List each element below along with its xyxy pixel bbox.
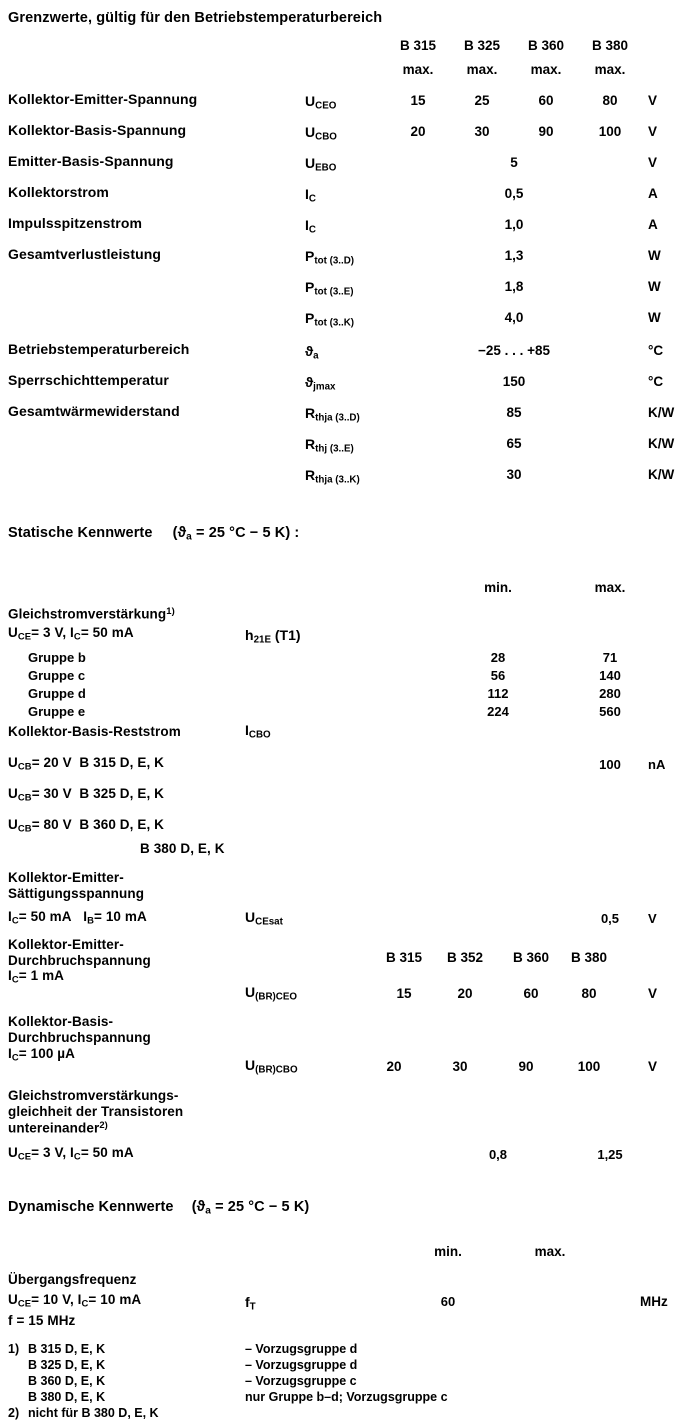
bvcbo-value: 100 bbox=[577, 1059, 601, 1074]
limits-value-centered: 1,0 bbox=[504, 217, 524, 232]
footnote-marker-2: 2) bbox=[8, 1406, 20, 1420]
icbo-value: 100 bbox=[599, 757, 621, 772]
limits-row-label: Emitter-Basis-Spannung bbox=[8, 153, 174, 169]
bvceo-type-header: B 380 bbox=[570, 950, 608, 965]
hfe-group-max: 71 bbox=[602, 650, 618, 665]
limits-unit: K/W bbox=[648, 467, 675, 482]
limits-row-label: Gesamtverlustleistung bbox=[8, 246, 162, 262]
limits-row-symbol bbox=[305, 467, 360, 485]
symbol-base: R bbox=[305, 405, 316, 421]
symbol-base: P bbox=[305, 310, 315, 326]
limits-row-symbol bbox=[305, 279, 354, 297]
limits-max-header-1: max. bbox=[402, 62, 434, 77]
dynamic-section-title bbox=[8, 1199, 309, 1217]
limits-unit: W bbox=[648, 310, 661, 325]
footnote-2-text: nicht für B 380 D, E, K bbox=[28, 1406, 159, 1420]
limits-unit: V bbox=[648, 124, 658, 139]
limits-row-symbol bbox=[305, 186, 316, 204]
symbol-base: R bbox=[305, 436, 316, 452]
icbo-condition: $U_{CB}= 20$ V B 315 D, E, K bbox=[8, 755, 165, 773]
footnote-left-line: B 360 D, E, K bbox=[28, 1374, 106, 1388]
ft-condition: $U_{CE}= 10$ V, $I_C= 10$ mA bbox=[8, 1292, 142, 1310]
bvceo-value: 80 bbox=[581, 986, 597, 1001]
symbol-base: U bbox=[305, 124, 316, 140]
limits-row-symbol bbox=[305, 310, 354, 328]
bvceo-type-header: B 360 bbox=[512, 950, 550, 965]
static-max-header: max. bbox=[594, 580, 626, 595]
hfe-group-label: Gruppe e bbox=[28, 704, 86, 719]
hfe-group-min: 56 bbox=[490, 668, 506, 683]
limits-value-centered: 5 bbox=[510, 155, 518, 170]
limits-value-centered: 1,3 bbox=[504, 248, 524, 263]
limits-row-label: Gesamtwärmewiderstand bbox=[8, 403, 180, 419]
hfe-match-label-3: untereinander$^{2)}$ bbox=[8, 1120, 108, 1136]
limits-unit: K/W bbox=[648, 405, 675, 420]
ucesat-condition: $I_C= 50$ mA $I_B= 10$ mA bbox=[8, 909, 147, 927]
hfe-group-min: 112 bbox=[487, 686, 509, 701]
footnote-right-line: – Vorzugsgruppe d bbox=[245, 1342, 358, 1356]
footnote-marker-1: 1) bbox=[8, 1342, 20, 1356]
limits-value-centered: 30 bbox=[506, 467, 522, 482]
bvcbo-label-2: Durchbruchspannung bbox=[8, 1030, 151, 1045]
bvceo-value: 20 bbox=[457, 986, 473, 1001]
dynamic-title-condition: ($ϑ_a = 25$ °C − 5 K) bbox=[191, 1199, 310, 1217]
symbol-base: P bbox=[305, 279, 315, 295]
limits-value: 90 bbox=[538, 124, 554, 139]
limits-max-header-3: max. bbox=[530, 62, 562, 77]
limits-value-centered: 150 bbox=[502, 374, 526, 389]
bvcbo-value: 30 bbox=[452, 1059, 468, 1074]
symbol-sub: thja (3..D) bbox=[315, 412, 360, 424]
ucesat-label-1: Kollektor-Emitter- bbox=[8, 870, 124, 885]
limits-unit: V bbox=[648, 155, 658, 170]
limits-unit: A bbox=[648, 217, 658, 232]
bvcbo-condition: $I_C= 100$ µA bbox=[8, 1046, 76, 1064]
hfe-group-label: Gruppe d bbox=[28, 686, 86, 701]
icbo-symbol: $I_{CBO}$ bbox=[245, 722, 271, 741]
symbol-base: I bbox=[305, 217, 309, 233]
symbol-sub: thj (3..E) bbox=[315, 443, 354, 455]
limits-value-centered: 1,8 bbox=[504, 279, 524, 294]
bvcbo-value: 90 bbox=[518, 1059, 534, 1074]
hfe-label: Gleichstromverstärkung$^{1)}$ bbox=[8, 606, 175, 622]
bvceo-type-header: B 352 bbox=[446, 950, 484, 965]
limits-section-title: Grenzwerte, gültig für den Betriebstemperaturbereich bbox=[8, 10, 383, 26]
limits-row-symbol bbox=[305, 155, 336, 173]
symbol-base: I bbox=[305, 186, 309, 202]
bvceo-symbol: $U_{(BR)CEO}$ bbox=[245, 984, 298, 1003]
limits-type-header-4: B 380 bbox=[591, 38, 629, 53]
limits-type-header-1: B 315 bbox=[399, 38, 437, 53]
hfe-match-label-2: gleichheit der Transistoren bbox=[8, 1104, 184, 1119]
hfe-match-min: 0,8 bbox=[488, 1147, 508, 1162]
hfe-condition: $U_{CE}= 3$ V, $I_C= 50$ mA bbox=[8, 625, 134, 643]
hfe-match-condition: $U_{CE}= 3$ V, $I_C= 50$ mA bbox=[8, 1145, 134, 1163]
bvcbo-unit: V bbox=[648, 1059, 658, 1074]
limits-row-symbol bbox=[305, 343, 319, 361]
limits-value-centered: 0,5 bbox=[504, 186, 524, 201]
limits-row-symbol bbox=[305, 405, 360, 423]
symbol-base: P bbox=[305, 248, 315, 264]
limits-value-centered: −25 . . . +85 bbox=[477, 343, 551, 358]
symbol-sub: a bbox=[313, 350, 319, 362]
icbo-condition: $U_{CB}= 30$ V B 325 D, E, K bbox=[8, 786, 165, 804]
icbo-condition-extra: B 380 D, E, K bbox=[140, 841, 225, 856]
bvceo-value: 60 bbox=[523, 986, 539, 1001]
footnote-left-line: B 315 D, E, K bbox=[28, 1342, 106, 1356]
bvceo-unit: V bbox=[648, 986, 658, 1001]
hfe-match-label-1: Gleichstromverstärkungs- bbox=[8, 1088, 179, 1103]
limits-unit: °C bbox=[648, 374, 664, 389]
symbol-sub: EBO bbox=[315, 162, 337, 174]
dynamic-min-header: min. bbox=[434, 1244, 462, 1259]
limits-value: 25 bbox=[474, 93, 490, 108]
hfe-group-max: 140 bbox=[599, 668, 621, 683]
ucesat-symbol: $U_{CEsat}$ bbox=[245, 909, 283, 928]
bvceo-condition: $I_C= 1$ mA bbox=[8, 968, 65, 986]
bvceo-label-1: Kollektor-Emitter- bbox=[8, 937, 124, 952]
limits-row-label: Kollektor-Basis-Spannung bbox=[8, 122, 187, 138]
hfe-group-label: Gruppe c bbox=[28, 668, 86, 683]
limits-type-header-2: B 325 bbox=[463, 38, 501, 53]
limits-value: 30 bbox=[474, 124, 490, 139]
ucesat-value: 0,5 bbox=[600, 911, 620, 926]
dynamic-title-text: Dynamische Kennwerte bbox=[8, 1199, 174, 1215]
bvcbo-label-1: Kollektor-Basis- bbox=[8, 1014, 114, 1029]
limits-unit: K/W bbox=[648, 436, 675, 451]
bvcbo-symbol: $U_{(BR)CBO}$ bbox=[245, 1057, 298, 1076]
symbol-base: U bbox=[305, 93, 316, 109]
limits-value: 80 bbox=[602, 93, 618, 108]
limits-unit: W bbox=[648, 279, 661, 294]
ucesat-unit: V bbox=[648, 911, 657, 926]
dynamic-max-header: max. bbox=[534, 1244, 566, 1259]
symbol-base: ϑ bbox=[305, 343, 314, 359]
limits-row-label: Betriebstemperaturbereich bbox=[8, 341, 190, 357]
limits-row-symbol bbox=[305, 248, 354, 266]
symbol-sub: thja (3..K) bbox=[315, 474, 360, 486]
limits-value-centered: 65 bbox=[506, 436, 522, 451]
footnote-left-line: B 380 D, E, K bbox=[28, 1390, 106, 1404]
limits-value: 100 bbox=[598, 124, 622, 139]
bvceo-value: 15 bbox=[396, 986, 412, 1001]
limits-max-header-4: max. bbox=[594, 62, 626, 77]
limits-unit: V bbox=[648, 93, 658, 108]
limits-value: 20 bbox=[410, 124, 426, 139]
symbol-sub: tot (3..K) bbox=[314, 317, 355, 329]
symbol-sub: C bbox=[308, 193, 316, 205]
limits-unit: °C bbox=[648, 343, 664, 358]
limits-value-centered: 85 bbox=[506, 405, 522, 420]
ft-condition-2: f = 15 MHz bbox=[8, 1313, 76, 1328]
ft-label: Übergangsfrequenz bbox=[8, 1272, 137, 1287]
ft-symbol: $f_T$ bbox=[245, 1294, 256, 1313]
static-title-text: Statische Kennwerte bbox=[8, 525, 153, 541]
limits-row-symbol bbox=[305, 93, 336, 111]
hfe-group-min: 28 bbox=[490, 650, 506, 665]
icbo-unit: nA bbox=[648, 757, 666, 772]
ucesat-label-2: Sättigungsspannung bbox=[8, 886, 145, 901]
symbol-base: ϑ bbox=[305, 374, 314, 390]
hfe-group-label: Gruppe b bbox=[28, 650, 86, 665]
limits-row-symbol bbox=[305, 436, 354, 454]
limits-row-label: Kollektor-Emitter-Spannung bbox=[8, 91, 198, 107]
footnote-right-line: – Vorzugsgruppe c bbox=[245, 1374, 357, 1388]
limits-row-label: Kollektorstrom bbox=[8, 184, 109, 200]
limits-row-symbol bbox=[305, 374, 336, 392]
limits-row-symbol bbox=[305, 124, 337, 142]
bvceo-type-header: B 315 bbox=[385, 950, 423, 965]
footnote-right-line: – Vorzugsgruppe d bbox=[245, 1358, 358, 1372]
limits-row-label: Impulsspitzenstrom bbox=[8, 215, 143, 231]
footnote-right-line: nur Gruppe b–d; Vorzugsgruppe c bbox=[245, 1390, 448, 1404]
symbol-sub: CEO bbox=[315, 100, 337, 112]
symbol-sub: C bbox=[308, 224, 316, 236]
limits-value-centered: 4,0 bbox=[504, 310, 524, 325]
static-min-header: min. bbox=[484, 580, 512, 595]
icbo-condition: $U_{CB}= 80$ V B 360 D, E, K bbox=[8, 817, 165, 835]
hfe-group-max: 280 bbox=[599, 686, 621, 701]
symbol-base: R bbox=[305, 467, 316, 483]
symbol-sub: jmax bbox=[313, 381, 336, 393]
bvcbo-value: 20 bbox=[386, 1059, 402, 1074]
symbol-sub: tot (3..D) bbox=[314, 255, 355, 267]
hfe-group-min: 224 bbox=[487, 704, 509, 719]
hfe-match-max: 1,25 bbox=[597, 1147, 623, 1162]
static-title-condition: ($ϑ_a = 25$ °C − 5 K) : bbox=[172, 525, 300, 543]
ft-unit: MHz bbox=[640, 1294, 668, 1309]
limits-row-symbol bbox=[305, 217, 316, 235]
footnote-left-line: B 325 D, E, K bbox=[28, 1358, 106, 1372]
ft-min: 60 bbox=[440, 1294, 456, 1309]
symbol-sub: CBO bbox=[315, 131, 337, 143]
icbo-label: Kollektor-Basis-Reststrom bbox=[8, 724, 181, 739]
limits-value: 60 bbox=[538, 93, 554, 108]
limits-type-header-3: B 360 bbox=[527, 38, 565, 53]
limits-max-header-2: max. bbox=[466, 62, 498, 77]
hfe-group-max: 560 bbox=[599, 704, 621, 719]
bvceo-label-2: Durchbruchspannung bbox=[8, 953, 151, 968]
symbol-base: U bbox=[305, 155, 316, 171]
hfe-symbol: $h_{21E}$ (T1) bbox=[245, 627, 301, 646]
limits-row-label: Sperrschichttemperatur bbox=[8, 372, 169, 388]
limits-value: 15 bbox=[410, 93, 426, 108]
symbol-sub: tot (3..E) bbox=[314, 286, 354, 298]
limits-unit: A bbox=[648, 186, 658, 201]
static-section-title bbox=[8, 525, 299, 543]
limits-unit: W bbox=[648, 248, 661, 263]
